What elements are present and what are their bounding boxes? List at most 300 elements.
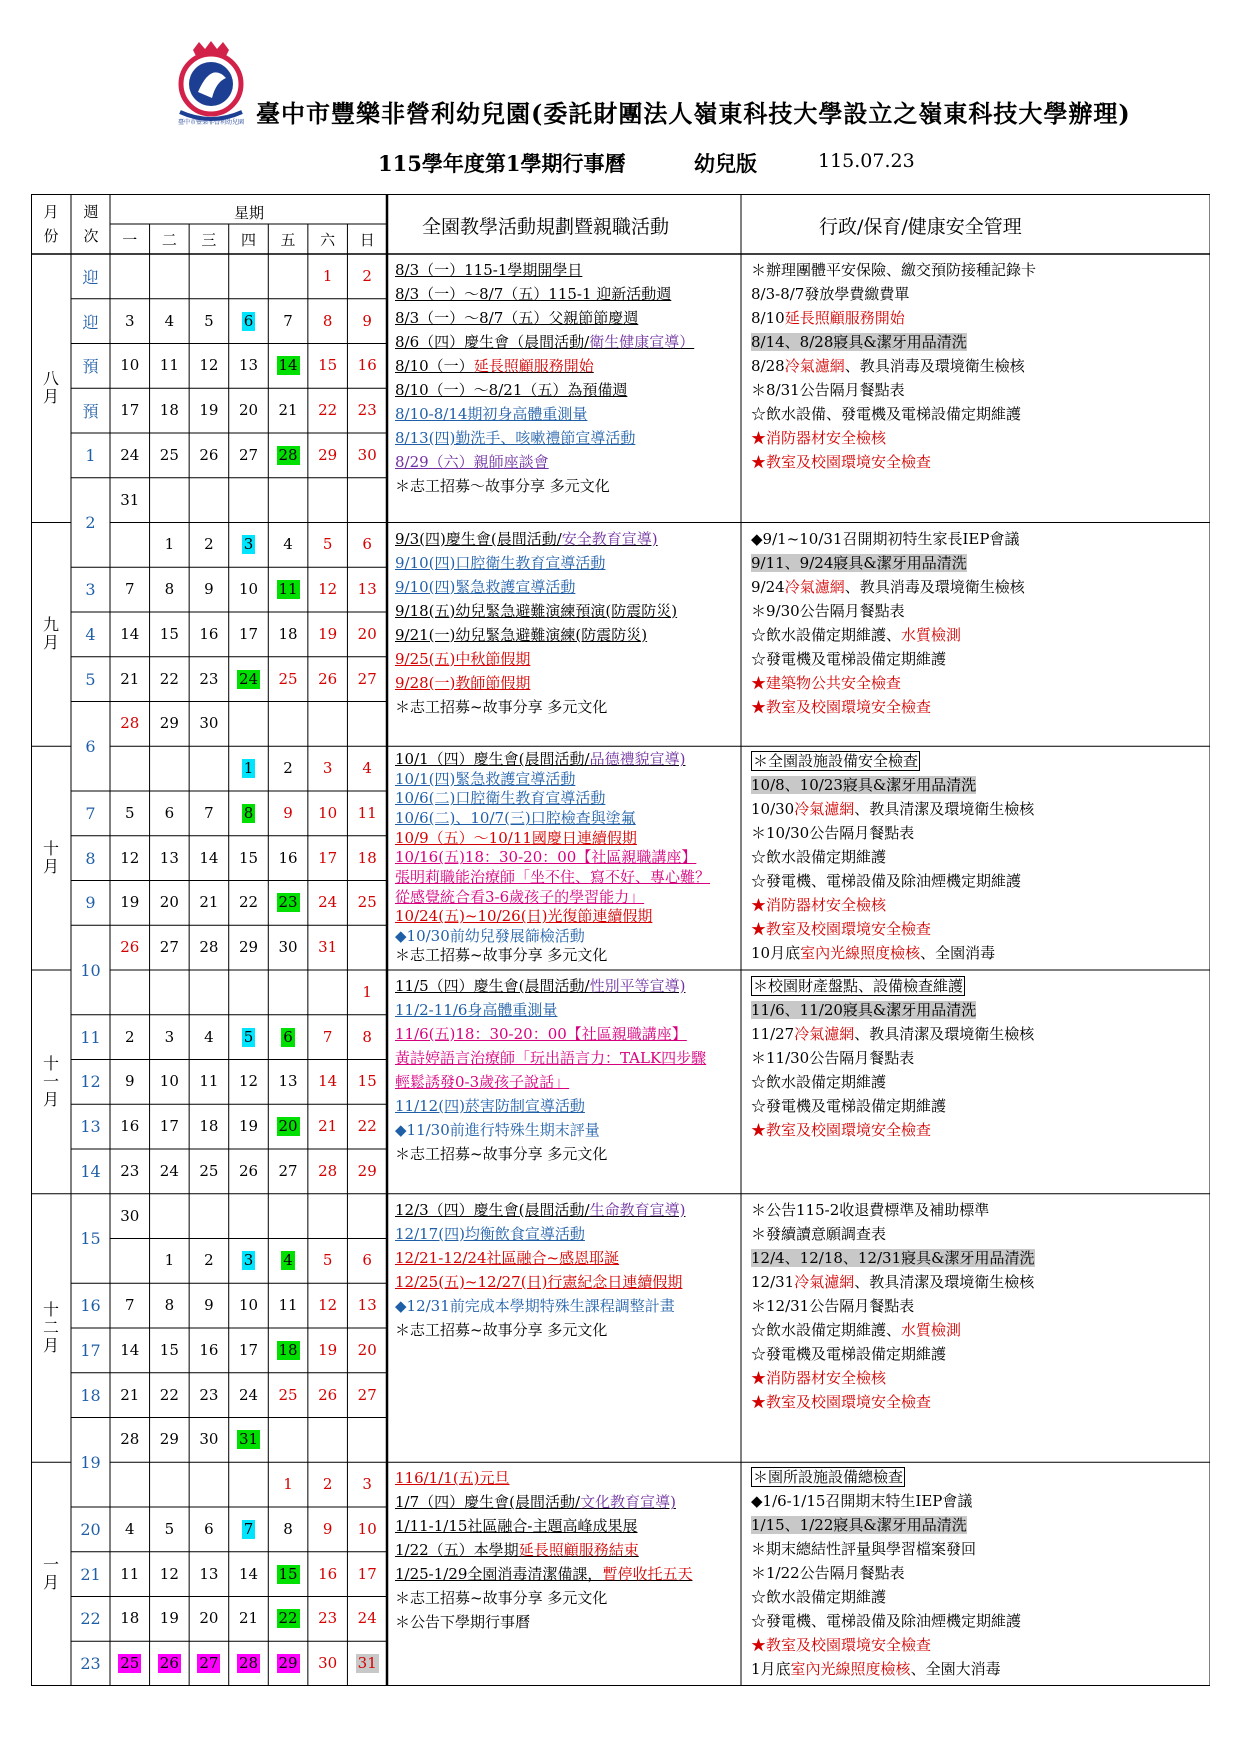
calendar-day	[189, 1597, 229, 1642]
week-number: 10	[80, 960, 101, 980]
admin-line	[751, 1246, 1035, 1270]
calendar-day	[268, 746, 308, 791]
calendar-day	[229, 567, 269, 612]
calendar-day	[110, 478, 150, 523]
day-number: 25	[199, 1161, 219, 1180]
line-text: ＊10/30公告隔月餐點表	[751, 824, 915, 843]
day-number: 24	[357, 1609, 377, 1628]
line-text: 9/25(五)中秋節假期	[395, 649, 531, 668]
day-number: 23	[120, 1161, 140, 1180]
calendar-day	[189, 702, 229, 747]
day-number: 10	[238, 580, 259, 599]
admin-line	[751, 378, 905, 402]
activity-line	[395, 1490, 676, 1514]
day-number: 4	[362, 759, 372, 778]
day-number: 11	[199, 1072, 219, 1091]
activity-line	[395, 974, 685, 998]
calendar-day	[229, 1507, 269, 1552]
day-number: 7	[322, 1027, 333, 1046]
day-number: 21	[199, 893, 219, 912]
line-text: ☆飲水設備定期維護	[751, 1073, 887, 1091]
calendar-day	[110, 836, 150, 881]
calendar-day	[308, 254, 348, 299]
day-number: 23	[199, 1385, 219, 1404]
calendar-day	[110, 1373, 150, 1418]
calendar-day	[268, 1239, 308, 1284]
activity-line	[395, 378, 627, 402]
logo-caption: 臺中市豐樂非營利幼兒園	[177, 119, 245, 126]
activity-line	[395, 671, 530, 695]
day-number: 4	[164, 311, 175, 330]
calendar-day	[268, 299, 308, 344]
calendar-day	[308, 925, 348, 970]
calendar-day	[189, 1328, 229, 1373]
admin-line	[751, 671, 901, 695]
activity-line	[395, 1046, 706, 1070]
calendar-day	[189, 1507, 229, 1552]
day-number: 14	[120, 1340, 140, 1359]
calendar-day	[110, 1507, 150, 1552]
day-number: 18	[159, 401, 179, 420]
admin-line	[751, 695, 931, 719]
week-number: 19	[80, 1452, 101, 1472]
line-text: ＊志工招募~故事分享 多元文化	[395, 1589, 608, 1608]
week-number: 8	[85, 848, 96, 868]
line-text: ＊志工招募~故事分享 多元文化	[395, 697, 608, 716]
calendar-day	[308, 344, 348, 389]
admin-line	[751, 1294, 914, 1318]
activity-line	[395, 1246, 619, 1270]
admin-line	[751, 1634, 931, 1658]
day-number: 8	[283, 1519, 293, 1538]
line-text: 9/10(四)緊急救護宣導活動	[395, 577, 576, 596]
day-number: 19	[199, 401, 219, 420]
calendar-day	[150, 1104, 190, 1149]
admin-line	[751, 402, 1021, 426]
calendar-day	[110, 1283, 150, 1328]
line-text: 12/4、12/18、12/31寢具&潔牙用品清洗	[751, 1248, 1035, 1267]
calendar-day	[308, 836, 348, 881]
calendar-day	[150, 567, 190, 612]
day-number: 2	[125, 1027, 135, 1046]
day-number: 26	[318, 669, 338, 688]
activity-line	[395, 829, 637, 849]
calendar-day	[229, 523, 269, 568]
day-number: 20	[199, 1609, 219, 1628]
day-number: 7	[125, 580, 135, 599]
line-text: 10/16(五)18：30-20：00【社區親職講座】	[395, 848, 697, 867]
day-number: 5	[322, 535, 333, 554]
line-text: 8/28冷氣濾網、教具消毒及環境衛生檢核	[751, 357, 1025, 375]
admin-line	[751, 1046, 914, 1070]
calendar-day	[150, 1283, 190, 1328]
month-label: 十二月	[42, 1300, 59, 1355]
calendar-day	[150, 1418, 190, 1463]
calendar-day	[268, 1015, 308, 1060]
calendar-day	[268, 567, 308, 612]
line-text: 11/6(五)18：30-20：00【社區親職講座】	[395, 1025, 687, 1043]
day-number: 22	[238, 893, 259, 912]
day-number: 16	[199, 1340, 219, 1359]
admin-line	[751, 1562, 905, 1586]
line-text: ★教室及校園環境安全檢查	[751, 1121, 932, 1139]
calendar-day	[229, 1149, 269, 1194]
line-text: ◆1/6-1/15召開期末特生IEP會議	[751, 1492, 973, 1511]
page-title: 115學年度第1學期行事曆	[378, 151, 626, 176]
admin-line	[751, 1610, 1021, 1634]
calendar-day	[347, 746, 387, 791]
day-number: 6	[283, 1027, 293, 1046]
line-text: 11/27冷氣濾網、教具清潔及環境衛生檢核	[751, 1025, 1035, 1043]
day-number: 9	[204, 1296, 214, 1315]
calendar-day	[229, 388, 269, 433]
line-text: 9/10(四)口腔衛生教育宣導活動	[395, 553, 606, 572]
line-text: 10/1（四）慶生會(晨間活動/品德禮貌宣導)	[395, 750, 686, 769]
line-text: 9/24冷氣濾網、教具消毒及環境衛生檢核	[751, 577, 1025, 596]
activity-line	[395, 1294, 675, 1318]
week-number: 15	[80, 1229, 101, 1248]
admin-line	[751, 870, 1021, 894]
line-text: 1/25-1/29全園消毒清潔備課，暫停收托五天	[395, 1565, 693, 1584]
calendar-day	[189, 1149, 229, 1194]
line-text: ◆12/31前完成本學期特殊生課程調整計畫	[395, 1296, 675, 1315]
line-text: ◆11/30前進行特殊生期末評量	[395, 1121, 600, 1139]
day-number: 20	[159, 893, 179, 912]
calendar-day	[110, 1328, 150, 1373]
week-number: 迎	[82, 312, 99, 332]
calendar-day	[189, 1104, 229, 1149]
day-number: 18	[278, 624, 298, 643]
calendar-day	[150, 299, 190, 344]
day-number: 8	[322, 311, 333, 330]
calendar-day	[308, 433, 348, 478]
week-number: 23	[80, 1654, 101, 1674]
week-number: 3	[85, 580, 96, 600]
day-number: 11	[357, 803, 377, 822]
day-number: 29	[238, 938, 259, 957]
day-number: 26	[159, 1654, 179, 1673]
calendar-day	[189, 791, 229, 836]
month-label: 十一月	[42, 1053, 59, 1109]
calendar-day	[268, 1104, 308, 1149]
weekday-label: 一	[122, 231, 138, 249]
admin-line	[751, 1094, 946, 1118]
admin-line	[751, 1490, 972, 1514]
day-number: 5	[164, 1519, 175, 1538]
kindergarten-logo	[168, 40, 254, 126]
calendar-day	[347, 344, 387, 389]
day-number: 23	[278, 893, 298, 912]
activities-header: 全園教學活動規劃暨親職活動	[422, 216, 670, 238]
calendar-day	[189, 1552, 229, 1597]
line-text: 9/11、9/24寢具&潔牙用品清洗	[751, 553, 967, 572]
day-number: 17	[357, 1564, 377, 1583]
activity-line	[395, 695, 607, 719]
week-number: 5	[85, 669, 96, 689]
line-text: ☆飲水設備定期維護、水質檢測	[751, 1320, 962, 1339]
activity-line	[395, 848, 696, 868]
week-number: 預	[82, 402, 99, 422]
line-text: ＊11/30公告隔月餐點表	[751, 1049, 915, 1067]
line-text: ＊12/31公告隔月餐點表	[751, 1296, 915, 1315]
day-number: 22	[357, 1117, 377, 1136]
line-text: ＊園所設施設備總檢查	[753, 1468, 904, 1487]
calendar-day	[229, 746, 269, 791]
day-number: 13	[199, 1564, 219, 1583]
line-text: ★教室及校園環境安全檢查	[751, 697, 932, 716]
week-number: 6	[85, 736, 96, 756]
line-text: 8/3（一）115-1學期開學日	[395, 261, 583, 279]
line-text: 12/25(五)~12/27(日)行憲紀念日連續假期	[395, 1272, 683, 1291]
day-number: 2	[322, 1475, 333, 1494]
day-number: 11	[120, 1564, 140, 1583]
day-number: 19	[120, 893, 140, 912]
calendar-day	[110, 1104, 150, 1149]
day-number: 23	[318, 1609, 338, 1628]
calendar-day	[110, 1149, 150, 1194]
activity-line	[395, 623, 647, 647]
calendar-day	[110, 1418, 150, 1463]
day-number: 17	[238, 1340, 259, 1359]
weekday-label: 二	[161, 231, 177, 249]
calendar-day	[347, 881, 387, 926]
activity-line	[395, 474, 610, 498]
calendar-day	[110, 881, 150, 926]
admin-line	[751, 1270, 1034, 1294]
calendar-day	[308, 881, 348, 926]
day-number: 28	[120, 714, 140, 733]
activity-line	[395, 1514, 638, 1538]
day-number: 21	[120, 1385, 140, 1404]
week-number: 21	[80, 1564, 101, 1584]
day-number: 30	[120, 1206, 140, 1225]
admin-line	[751, 1070, 886, 1094]
calendar-day	[268, 388, 308, 433]
line-text: 8/3（一）～8/7（五）父親節節慶週	[395, 309, 639, 327]
day-number: 25	[278, 1385, 298, 1404]
activity-line	[395, 1318, 607, 1342]
activity-line	[395, 1022, 687, 1046]
calendar-day	[150, 433, 190, 478]
admin-line	[751, 330, 967, 354]
day-number: 3	[362, 1475, 372, 1494]
calendar-day	[110, 1597, 150, 1642]
weekday-label: 三	[201, 231, 217, 249]
calendar-day	[308, 657, 348, 702]
calendar-day	[150, 612, 190, 657]
line-text: ☆發電機及電梯設備定期維護	[751, 1344, 947, 1363]
month-label: 九月	[42, 615, 59, 653]
calendar-day	[110, 567, 150, 612]
day-number: 23	[199, 669, 219, 688]
day-number: 30	[357, 445, 377, 464]
calendar-day	[110, 1194, 150, 1239]
day-number: 10	[120, 356, 140, 375]
activity-line	[395, 527, 658, 551]
day-number: 2	[204, 1251, 214, 1270]
admin-line	[751, 282, 909, 306]
activity-line	[395, 450, 549, 474]
calendar-day	[110, 1060, 150, 1105]
calendar-day	[347, 970, 387, 1015]
line-text: 11/6、11/20寢具&潔牙用品清洗	[751, 1001, 977, 1019]
line-text: 8/10延長照顧服務開始	[751, 309, 905, 327]
day-number: 29	[357, 1161, 377, 1180]
activity-line	[395, 809, 636, 829]
line-text: ☆發電機及電梯設備定期維護	[751, 649, 947, 668]
calendar-day	[268, 1552, 308, 1597]
calendar-day	[308, 1373, 348, 1418]
calendar-day	[308, 1462, 348, 1507]
activity-line	[395, 1562, 692, 1586]
activity-line	[395, 770, 575, 790]
activity-line	[395, 1070, 569, 1094]
admin-line	[751, 623, 961, 647]
day-number: 19	[318, 624, 338, 643]
line-text: ＊校園財產盤點、設備檢查維護	[753, 977, 964, 995]
day-number: 17	[238, 624, 259, 643]
calendar-day	[308, 1641, 348, 1686]
calendar-day	[268, 1283, 308, 1328]
line-text: ＊1/22公告隔月餐點表	[751, 1564, 905, 1583]
calendar-day	[347, 1283, 387, 1328]
day-number: 8	[243, 803, 254, 822]
calendar-day	[229, 299, 269, 344]
line-text: ★教室及校園環境安全檢查	[751, 920, 932, 939]
day-number: 20	[238, 401, 259, 420]
calendar-day	[308, 791, 348, 836]
day-number: 26	[318, 1385, 338, 1404]
day-number: 14	[318, 1072, 338, 1091]
week-number: 20	[80, 1519, 101, 1539]
day-number: 19	[318, 1340, 338, 1359]
admin-header: 行政/保育/健康安全管理	[819, 216, 1022, 238]
calendar-day	[110, 657, 150, 702]
day-number: 8	[164, 580, 175, 599]
day-number: 25	[278, 669, 298, 688]
day-number: 15	[159, 624, 179, 643]
day-number: 12	[238, 1072, 259, 1091]
day-number: 24	[120, 445, 140, 464]
line-text: ＊志工招募～故事分享 多元文化	[395, 477, 610, 495]
day-number: 3	[243, 535, 254, 554]
calendar-day	[189, 881, 229, 926]
calendar-day	[347, 612, 387, 657]
week-number: 16	[80, 1296, 101, 1316]
calendar-day	[268, 791, 308, 836]
calendar-day	[268, 836, 308, 881]
line-text: ＊全園設施設備安全檢查	[753, 752, 919, 771]
revision-date: 115.07.23	[818, 150, 915, 172]
line-text: ＊8/31公告隔月餐點表	[751, 381, 905, 399]
activity-line	[395, 888, 644, 908]
day-number: 4	[283, 535, 293, 554]
day-number: 13	[238, 356, 259, 375]
day-number: 21	[318, 1117, 338, 1136]
day-number: 10	[238, 1296, 259, 1315]
calendar-day	[150, 1149, 190, 1194]
calendar-day	[308, 1552, 348, 1597]
calendar-day	[268, 657, 308, 702]
day-number: 24	[238, 1385, 259, 1404]
calendar-day	[347, 1149, 387, 1194]
calendar-day	[189, 1060, 229, 1105]
calendar-day	[268, 612, 308, 657]
activity-line	[395, 907, 652, 927]
line-text: ☆發電機及電梯設備定期維護	[751, 1097, 947, 1115]
activity-line	[395, 1094, 585, 1118]
activity-line	[395, 998, 557, 1022]
calendar-day	[308, 1328, 348, 1373]
day-number: 29	[278, 1654, 298, 1673]
day-number: 9	[362, 311, 372, 330]
day-number: 3	[322, 759, 333, 778]
calendar-day	[347, 388, 387, 433]
line-text: 9/3(四)慶生會(晨間活動/安全教育宣導)	[395, 529, 658, 548]
day-number: 30	[278, 938, 298, 957]
admin-line	[751, 1366, 886, 1390]
calendar-day	[150, 344, 190, 389]
calendar-day	[189, 344, 229, 389]
day-number: 14	[238, 1564, 259, 1583]
calendar-day	[268, 1149, 308, 1194]
calendar-day	[308, 1239, 348, 1284]
calendar-day	[189, 1283, 229, 1328]
calendar-day	[229, 1418, 269, 1463]
activity-line	[395, 258, 582, 282]
day-number: 23	[357, 401, 377, 420]
line-text: ＊公告下學期行事曆	[395, 1613, 531, 1632]
day-number: 15	[357, 1072, 377, 1091]
calendar-day	[189, 523, 229, 568]
day-number: 21	[278, 401, 298, 420]
line-text: ＊志工招募~故事分享 多元文化	[395, 1320, 608, 1339]
week-number: 2	[85, 513, 96, 532]
admin-line	[751, 1342, 946, 1366]
calendar-day	[308, 746, 348, 791]
line-text: ☆飲水設備定期維護	[751, 1588, 887, 1607]
day-number: 18	[357, 848, 377, 867]
day-number: 13	[357, 1296, 377, 1315]
line-text: ★消防器材安全檢核	[751, 429, 887, 447]
day-number: 24	[238, 669, 259, 688]
calendar-day	[189, 433, 229, 478]
week-number: 12	[80, 1072, 101, 1092]
line-text: 張明莉職能治療師「坐不住、寫不好、專心難？	[395, 867, 711, 886]
line-text: ★消防器材安全檢核	[751, 896, 887, 915]
month-header: 月 份	[43, 203, 59, 245]
weekday-label: 五	[280, 231, 296, 249]
calendar-day	[189, 1641, 229, 1686]
admin-line	[751, 1390, 931, 1414]
line-text: 116/1/1(五)元旦	[395, 1469, 510, 1488]
calendar-day	[347, 836, 387, 881]
line-text: ＊期末總結性評量與學習檔案發回	[751, 1540, 977, 1559]
calendar-day	[347, 1373, 387, 1418]
activity-line	[395, 750, 685, 770]
month-label: 八月	[42, 369, 59, 407]
line-text: 9/28(一)教師節假期	[395, 673, 531, 692]
week-number: 11	[80, 1027, 101, 1047]
line-text: 8/3-8/7發放學費繳費單	[751, 285, 910, 303]
line-text: 8/6（四）慶生會（晨間活動/衛生健康宣導）	[395, 333, 695, 351]
day-number: 12	[199, 356, 219, 375]
day-number: 7	[125, 1296, 135, 1315]
admin-line	[751, 1586, 886, 1610]
line-text: ★教室及校園環境安全檢查	[751, 453, 932, 471]
calendar-day	[189, 1373, 229, 1418]
line-text: 8/10（一）延長照顧服務開始	[395, 357, 594, 375]
